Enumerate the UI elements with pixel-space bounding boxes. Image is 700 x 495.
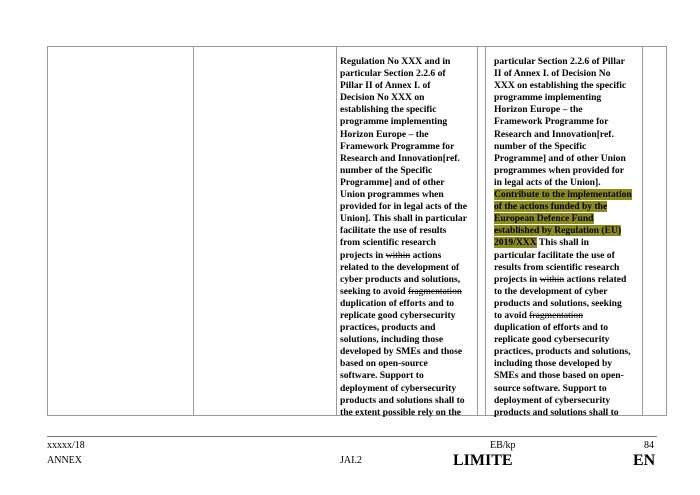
page-number: 84 xyxy=(644,440,654,451)
footer-divider xyxy=(47,436,657,437)
text-line: Programme] and of other Union xyxy=(494,152,626,164)
text-run: actions xyxy=(410,249,442,261)
text-line: II of Annex I. of Decision No xyxy=(494,68,611,80)
deleted-text: within xyxy=(385,249,411,261)
text-line: Pillar II of Annex I. of xyxy=(340,80,431,92)
text-line: programmes when provided for xyxy=(494,164,624,176)
text-line: particular Section 2.2.6 of Pillar xyxy=(494,56,625,67)
deleted-text: within xyxy=(539,273,565,285)
text-line: practices, products and solutions, xyxy=(494,346,631,358)
text-line: Union programmes when xyxy=(340,189,444,201)
text-line: deployment of cybersecurity xyxy=(494,394,611,406)
text-run: actions related xyxy=(564,273,627,285)
text-line: replicate good cybersecurity xyxy=(340,309,456,321)
text-line: duplication of efforts and to xyxy=(494,322,609,334)
text-line: source software. Support to xyxy=(494,382,607,394)
text-line: in legal acts of the Union]. xyxy=(494,176,601,188)
annex-label: ANNEX xyxy=(47,455,82,466)
text-line: Decision No XXX on xyxy=(340,92,425,104)
text-line: cyber products and solutions, xyxy=(340,273,461,285)
text-line: particular facilitate the use of xyxy=(494,249,615,261)
text-line: related to the development of xyxy=(340,261,460,273)
text-line: Horizon Europe – the xyxy=(494,104,583,116)
text-line: Research and Innovation[ref. xyxy=(494,128,614,140)
text-line: products and solutions shall to xyxy=(340,394,465,406)
text-line: products and solutions, seeking xyxy=(494,297,622,309)
text-line: facilitate the use of results xyxy=(340,225,447,237)
highlighted-text: of the actions funded by the xyxy=(494,201,608,213)
author-initials: EB/kp xyxy=(490,440,516,451)
text-run: projects in xyxy=(340,249,386,261)
text-line xyxy=(340,250,474,262)
text-line: number of the Specific xyxy=(340,164,433,176)
unit-code: JAI.2 xyxy=(340,455,362,466)
text-line: Horizon Europe – the xyxy=(340,128,429,140)
column-divider xyxy=(477,47,478,415)
text-line: Union]. This shall in particular xyxy=(340,213,467,225)
text-line xyxy=(494,237,640,249)
text-line: based on open-source xyxy=(340,358,428,370)
text-line: the extent possible rely on the xyxy=(340,406,462,418)
text-line: Research and Innovation[ref. xyxy=(340,152,460,164)
column-divider xyxy=(485,47,486,415)
text-line xyxy=(494,274,640,286)
column-divider xyxy=(642,47,643,415)
text-line: duplication of efforts and to xyxy=(340,297,455,309)
text-line: number of the Specific xyxy=(494,140,587,152)
text-line: particular Section 2.2.6 of xyxy=(340,68,446,80)
deleted-text: fragmentation xyxy=(529,309,583,321)
column-divider xyxy=(336,47,337,415)
text-line xyxy=(494,213,640,225)
text-run: to avoid xyxy=(494,309,530,321)
highlighted-text: established by Regulation (EU) xyxy=(494,225,622,237)
text-line: results from scientific research xyxy=(494,261,620,273)
text-line: from scientific research xyxy=(340,237,436,249)
text-line xyxy=(494,189,640,201)
commission-text-cell xyxy=(340,56,474,419)
text-line: Framework Programme for xyxy=(494,116,609,128)
highlighted-text: 2019/XXX xyxy=(494,237,537,249)
text-line: Framework Programme for xyxy=(340,140,455,152)
council-text-cell xyxy=(494,56,640,419)
text-line: SMEs and those based on open- xyxy=(494,370,624,382)
text-line: replicate good cybersecurity xyxy=(494,334,610,346)
text-line xyxy=(494,310,640,322)
language-code: EN xyxy=(633,452,656,469)
text-line: deployment of cybersecurity xyxy=(340,382,457,394)
comparison-table xyxy=(47,46,667,416)
text-line: including those developed by xyxy=(494,358,613,370)
text-line: software. Support to xyxy=(340,370,424,382)
text-line xyxy=(340,286,474,298)
text-line: solutions, including those xyxy=(340,334,444,346)
text-run: seeking to avoid xyxy=(340,285,408,297)
text-line xyxy=(494,201,640,213)
text-line: practices, products and xyxy=(340,322,436,334)
text-line: Programme] and of other xyxy=(340,176,445,188)
column-divider xyxy=(193,47,194,415)
text-line: products and solutions shall to xyxy=(494,406,619,418)
text-line: provided for in legal acts of the xyxy=(340,201,468,213)
deleted-text: fragmentation xyxy=(407,285,462,297)
document-reference: xxxxx/18 xyxy=(47,440,85,451)
text-line: programme implementing xyxy=(340,116,448,128)
text-run: projects in xyxy=(494,273,540,285)
text-line: XXX on establishing the specific xyxy=(494,80,627,92)
classification-marking: LIMITE xyxy=(453,452,513,469)
text-line: developed by SMEs and those xyxy=(340,346,463,358)
text-line xyxy=(494,225,640,237)
highlighted-text: European Defence Fund xyxy=(494,213,594,225)
text-run: This shall in xyxy=(536,237,589,249)
text-line: Regulation No XXX and in xyxy=(340,56,451,67)
text-line: establishing the specific xyxy=(340,104,437,116)
highlighted-text: Contribute to the implementation xyxy=(494,189,632,201)
text-line: to the development of cyber xyxy=(494,285,608,297)
text-line: programme implementing xyxy=(494,92,602,104)
